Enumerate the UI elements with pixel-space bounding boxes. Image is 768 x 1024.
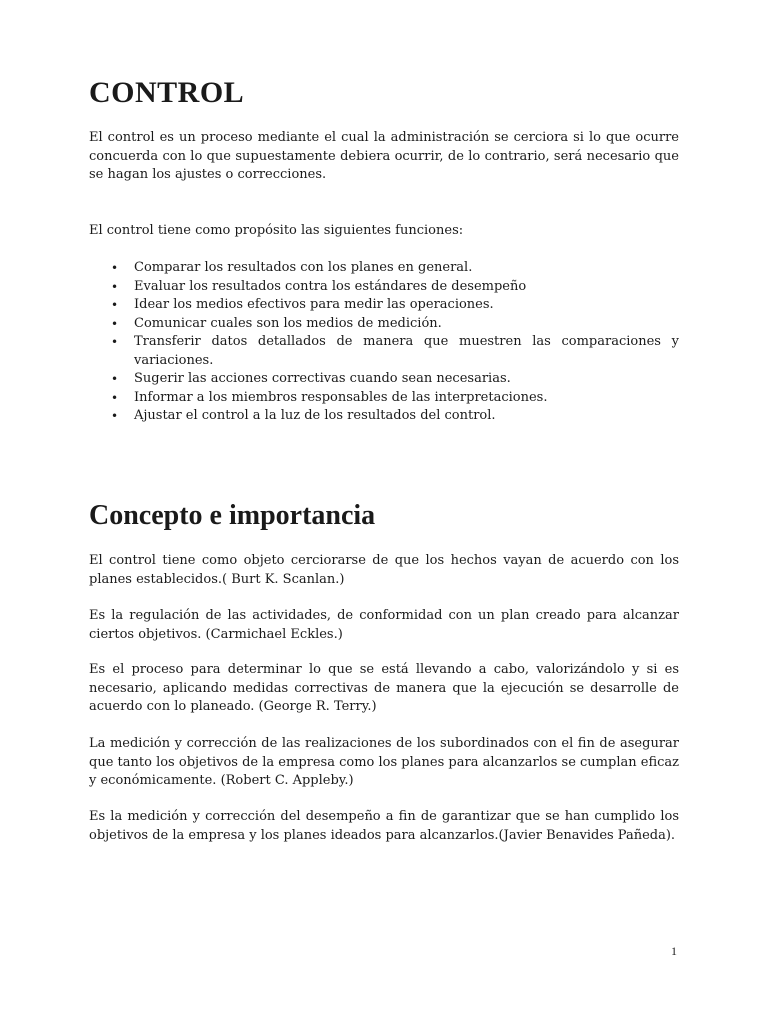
bullet-icon: • — [111, 372, 119, 386]
list-item — [89, 407, 679, 426]
functions-list — [89, 259, 679, 426]
page-number: 1 — [671, 944, 677, 958]
list-item-text: Informar a los miembros responsables de las interpretaciones. — [134, 389, 548, 405]
control-purpose-lead: El control tiene como propósito las siguientes funciones: — [89, 223, 464, 238]
list-item — [89, 333, 679, 370]
bullet-icon: • — [111, 335, 119, 349]
concepto-paragraph: Es el proceso para determinar lo que se está llevando a cabo, valorizándolo y si es necesario, aplicando medidas correctivas de manera que la ejecución se desarrolle de acuerdo con lo planeado. (George R. Terry.) — [89, 662, 679, 714]
list-item — [89, 259, 679, 278]
concepto-paragraph: Es la medición y corrección del desempeño a fin de garantizar que se han cumplido los objetivos de la empresa y los planes ideados para alcanzarlos.(Javier Benavides Pañeda). — [89, 809, 679, 843]
bullet-icon: • — [111, 298, 119, 312]
concepto-paragraph: La medición y corrección de las realizaciones de los subordinados con el fin de asegurar que tanto los objetivos de la empresa como los planes para alcanzarlos se cumplan eficaz y económicamente. (Robert C. Appleby.) — [89, 736, 679, 788]
list-item — [89, 278, 679, 297]
list-item-text: Comparar los resultados con los planes en general. — [134, 260, 473, 275]
bullet-icon: • — [111, 261, 119, 275]
list-item — [89, 370, 679, 389]
list-item-text: Transferir datos detallados de manera que muestren las comparaciones y variaciones. — [134, 334, 679, 368]
list-item-text: Sugerir las acciones correctivas cuando sean necesarias. — [134, 371, 511, 386]
control-intro-paragraph: El control es un proceso mediante el cual la administración se cerciora si lo que ocurre concuerda con lo que supuestamente debiera ocurrir, de lo contrario, será necesario que se hagan los ajustes o correcciones. — [89, 130, 679, 182]
list-item — [89, 296, 679, 315]
list-item — [89, 315, 679, 334]
concepto-paragraph: El control tiene como objeto cerciorarse de que los hechos vayan de acuerdo con los planes establecidos.( Burt K. Scanlan.) — [89, 553, 679, 587]
list-item-text: Ajustar el control a la luz de los resultados del control. — [134, 408, 496, 423]
list-item — [89, 389, 679, 408]
bullet-icon: • — [111, 316, 119, 331]
list-item-text: Idear los medios efectivos para medir las operaciones. — [134, 297, 494, 312]
heading-concepto-importancia: Concepto e importancia — [89, 500, 376, 531]
bullet-icon: • — [111, 279, 119, 294]
heading-control: CONTROL — [89, 76, 245, 109]
list-item-text: Comunicar cuales son los medios de medición. — [134, 315, 442, 331]
bullet-icon: • — [111, 390, 119, 405]
list-item-text: Evaluar los resultados contra los estándares de desempeño — [134, 278, 527, 294]
concepto-paragraph: Es la regulación de las actividades, de conformidad con un plan creado para alcanzar ciertos objetivos. (Carmichael Eckles.) — [89, 608, 679, 642]
bullet-icon: • — [111, 409, 119, 423]
